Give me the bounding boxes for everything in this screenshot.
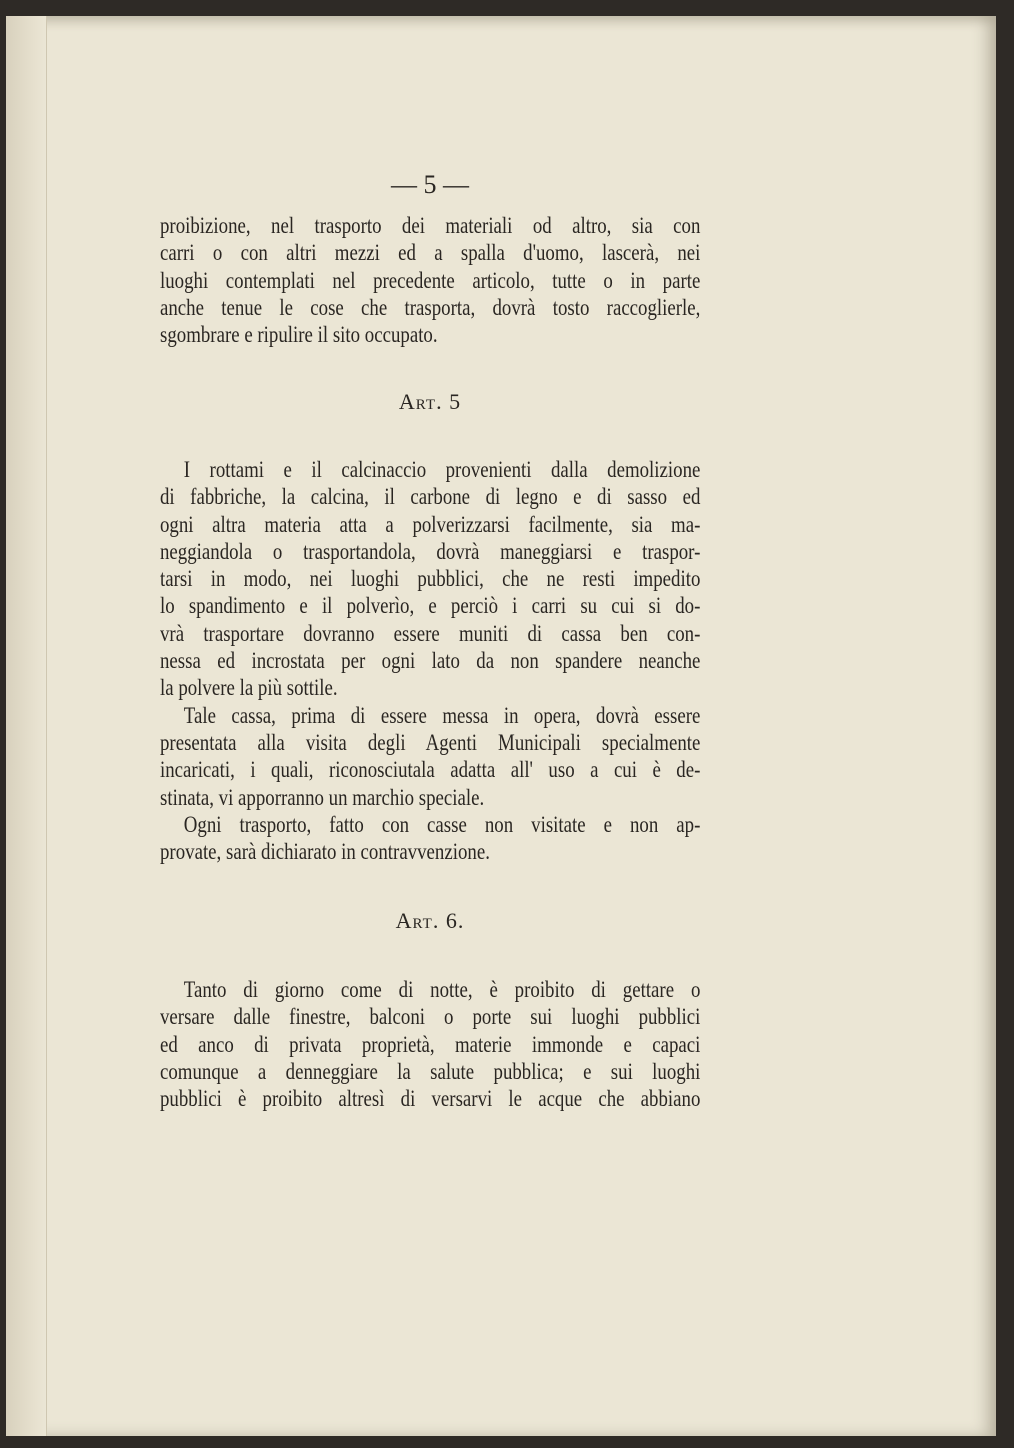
text-line: vrà trasportare dovranno essere muniti di cassa ben con- [160,620,701,646]
text-line: lo spandimento e il polverìo, e perciò i carri su cui si do- [160,593,701,619]
text-line: Ogni trasporto, fatto con casse non visitate e non ap- [183,811,701,837]
text-line: la polvere la più sottile. [160,675,338,701]
text-line: tarsi in modo, nei luoghi pubblici, che ne resti impedito [160,566,701,592]
text-line: proibizione, nel trasporto dei materiali od altro, sia con [160,213,701,238]
text-line: sgombrare e ripulire il sito occupato. [160,322,438,348]
text-line: pubblici è proibito altresì di versarvi le acque che abbiano [160,1086,701,1112]
text-line: incaricati, i quali, riconosciutala adatta all' uso a cui è de- [160,757,701,783]
text-line: ogni altra materia atta a polverizzarsi facilmente, sia ma- [160,511,701,537]
paragraph-block-article-6 [160,976,700,1112]
text-line: di fabbriche, la calcina, il carbone di legno e di sasso ed [160,484,701,510]
text-line: neggiandola o trasportandola, dovrà maneggiarsi e traspor- [160,538,701,564]
text-line: versare dalle finestre, balconi o porte sui luoghi pubblici [160,1004,701,1030]
page-fold-edge [6,16,47,1436]
paragraph-block-continuation [160,212,700,348]
text-line: I rottami e il calcinaccio provenienti dalla demolizione [183,457,701,482]
text-line: stinata, vi apporranno un marchio speciale. [160,784,485,810]
page-number: — 5 — [391,170,469,199]
text-line: carri o con altri mezzi ed a spalla d'uomo, lascerà, nei [160,240,701,266]
text-line: presentata alla visita degli Agenti Municipali specialmente [160,729,701,755]
text-line: provate, sarà dichiarato in contravvenzione. [160,839,490,865]
text-line: nessa ed incrostata per ogni lato da non spandere neanche [160,648,701,674]
text-line: comunque a denneggiare la salute pubblica; e sui luoghi [160,1058,701,1084]
text-line: ed anco di privata proprietà, materie immonde e capaci [160,1031,701,1057]
text-line: Tanto di giorno come di notte, è proibito di gettare o [183,977,701,1002]
text-line: anche tenue le cose che trasporta, dovrà tosto raccoglierle, [160,294,701,320]
text-line: Tale cassa, prima di essere messa in opera, dovrà essere [183,702,701,728]
paragraph-block-article-5 [160,456,700,865]
article-heading-6: Art. 6. [395,908,465,933]
article-heading-5: Art. 5 [398,389,462,414]
text-line: luoghi contemplati nel precedente articolo, tutte o in parte [160,267,701,293]
